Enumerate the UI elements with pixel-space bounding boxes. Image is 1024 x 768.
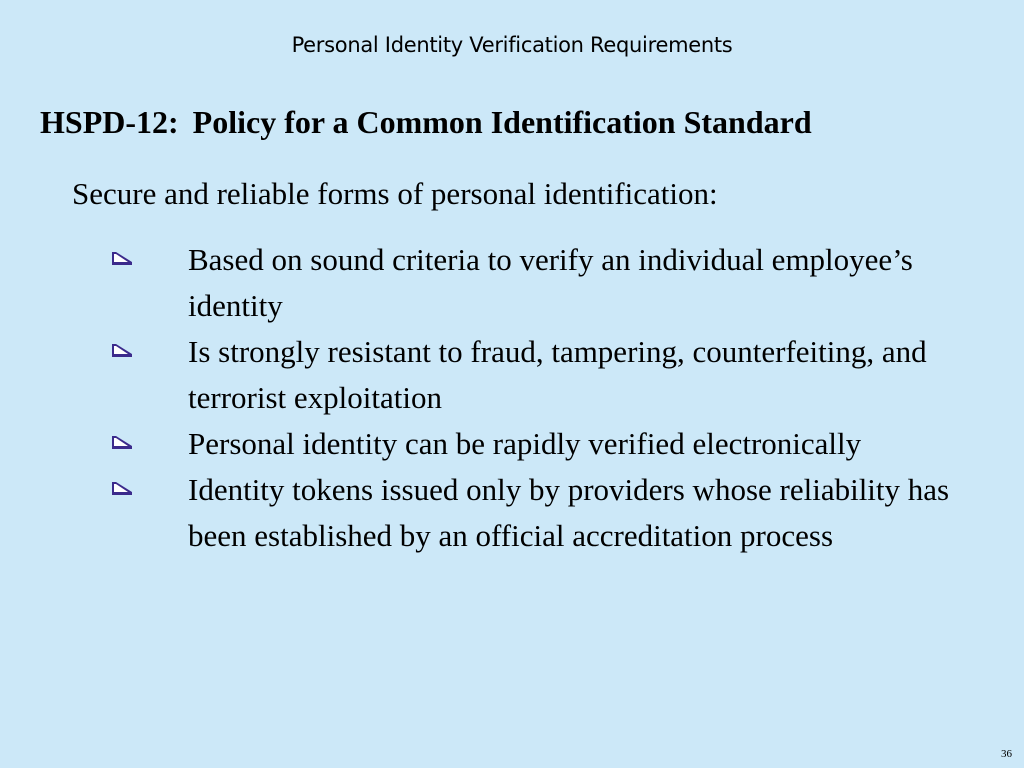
bullet-text: Personal identity can be rapidly verified electronically xyxy=(188,426,862,461)
bullet-list xyxy=(108,237,968,559)
flag-bullet-icon xyxy=(111,481,133,497)
bullet-item xyxy=(108,467,968,559)
flag-bullet-icon xyxy=(111,251,133,267)
bullet-text: Identity tokens issued only by providers whose reliability has been established by an official accreditation process xyxy=(188,472,950,553)
bullet-item xyxy=(108,329,968,421)
slide-header: Personal Identity Verification Requirements xyxy=(291,33,733,57)
flag-bullet-icon xyxy=(111,435,133,451)
title-text: Policy for a Common Identification Standard xyxy=(192,104,812,140)
slide-title xyxy=(40,104,1000,141)
bullet-text: Is strongly resistant to fraud, tampering, counterfeiting, and terrorist exploitation xyxy=(188,334,927,415)
flag-bullet-icon xyxy=(111,343,133,359)
bullet-item xyxy=(108,421,968,467)
bullet-item xyxy=(108,237,968,329)
title-prefix: HSPD-12: xyxy=(40,104,179,140)
bullet-text: Based on sound criteria to verify an individual employee’s identity xyxy=(188,242,913,323)
page-number: 36 xyxy=(1001,748,1012,760)
lead-text: Secure and reliable forms of personal identification: xyxy=(72,176,718,211)
